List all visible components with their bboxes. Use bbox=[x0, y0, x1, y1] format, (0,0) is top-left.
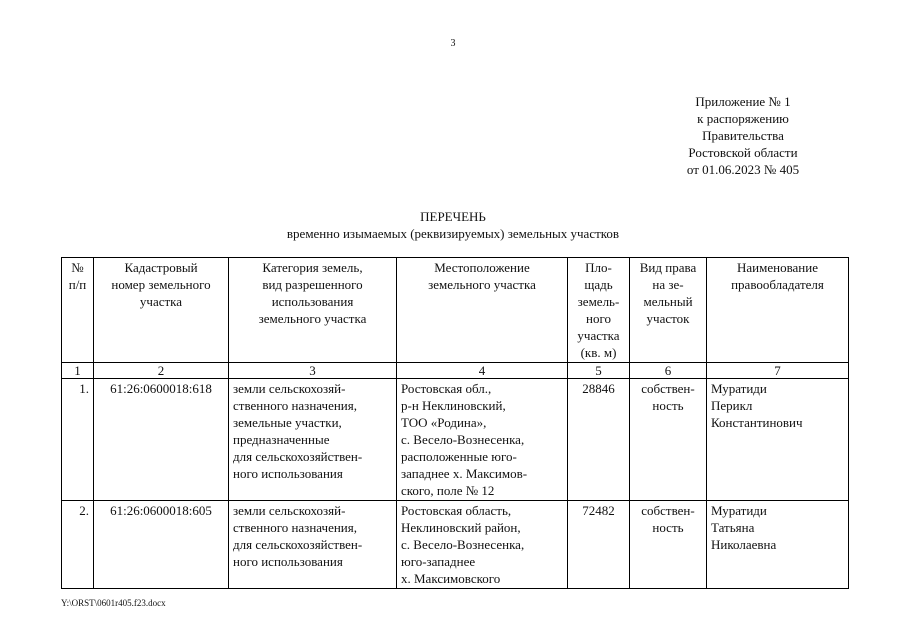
cell-line: ственного назначения, bbox=[233, 398, 357, 413]
cell-line: расположенные юго- bbox=[401, 449, 517, 464]
cell-area: 72482 bbox=[568, 501, 630, 589]
header-category bbox=[229, 258, 397, 363]
header-line: Категория земель, bbox=[262, 260, 363, 275]
column-number: 5 bbox=[568, 363, 630, 379]
header-location bbox=[397, 258, 568, 363]
header-line: № bbox=[71, 260, 84, 275]
header-line: Пло- bbox=[585, 260, 612, 275]
cell-holder bbox=[707, 379, 849, 501]
column-number: 7 bbox=[707, 363, 849, 379]
column-number: 6 bbox=[630, 363, 707, 379]
header-line: щадь bbox=[584, 277, 613, 292]
header-line: Вид права bbox=[639, 260, 697, 275]
table-row bbox=[62, 501, 849, 589]
cell-line: ность bbox=[652, 520, 684, 535]
header-line: на зе- bbox=[652, 277, 684, 292]
cell-number: 1. bbox=[62, 379, 94, 501]
cell-number: 2. bbox=[62, 501, 94, 589]
header-line: номер земельного bbox=[111, 277, 211, 292]
cell-line: ТОО «Родина», bbox=[401, 415, 487, 430]
cell-line: собствен- bbox=[641, 503, 695, 518]
header-cadastral bbox=[94, 258, 229, 363]
cell-line: Муратиди bbox=[711, 503, 767, 518]
cell-line: ного использования bbox=[233, 554, 343, 569]
cell-location bbox=[397, 501, 568, 589]
cell-land-category bbox=[229, 379, 397, 501]
column-numbers-row bbox=[62, 363, 849, 379]
column-number: 4 bbox=[397, 363, 568, 379]
cell-line: с. Весело-Вознесенка, bbox=[401, 537, 525, 552]
appendix-line: Правительства bbox=[702, 128, 784, 143]
cell-line: Татьяна bbox=[711, 520, 755, 535]
header-line: участка bbox=[577, 328, 620, 343]
cell-right-type bbox=[630, 501, 707, 589]
cell-line: х. Максимовского bbox=[401, 571, 501, 586]
header-line: мельный bbox=[643, 294, 693, 309]
cell-line: западнее х. Максимов- bbox=[401, 466, 528, 481]
cell-line: земельные участки, bbox=[233, 415, 342, 430]
column-number: 3 bbox=[229, 363, 397, 379]
cell-area: 28846 bbox=[568, 379, 630, 501]
document-title-subtitle: временно изымаемых (реквизируемых) земельных участков bbox=[286, 226, 620, 241]
header-line: участок bbox=[646, 311, 690, 326]
cell-line: с. Весело-Вознесенка, bbox=[401, 432, 525, 447]
column-number: 1 bbox=[62, 363, 94, 379]
page-number: 3 bbox=[450, 38, 456, 49]
appendix-line: Приложение № 1 bbox=[695, 94, 791, 109]
appendix-block bbox=[668, 93, 818, 178]
header-line: земельного участка bbox=[428, 277, 536, 292]
column-number: 2 bbox=[94, 363, 229, 379]
header-holder bbox=[707, 258, 849, 363]
header-line: (кв. м) bbox=[580, 345, 617, 360]
cell-line: р-н Неклиновский, bbox=[401, 398, 506, 413]
header-line: земельного участка bbox=[258, 311, 367, 326]
header-line: земель- bbox=[577, 294, 620, 309]
cell-line: ность bbox=[652, 398, 684, 413]
cell-line: для сельскохозяйствен- bbox=[233, 449, 363, 464]
cell-line: земли сельскохозяй- bbox=[233, 503, 346, 518]
cell-holder bbox=[707, 501, 849, 589]
header-line: использования bbox=[271, 294, 354, 309]
header-line: вид разрешенного bbox=[262, 277, 363, 292]
cell-line: ского, поле № 12 bbox=[401, 483, 495, 498]
table-header-row bbox=[62, 258, 849, 363]
cell-line: земли сельскохозяй- bbox=[233, 381, 346, 396]
cell-cadastral-number: 61:26:0600018:618 bbox=[94, 379, 229, 501]
header-line: Кадастровый bbox=[124, 260, 198, 275]
cell-line: ного использования bbox=[233, 466, 343, 481]
cell-right-type bbox=[630, 379, 707, 501]
cell-location bbox=[397, 379, 568, 501]
appendix-line: Ростовской области bbox=[688, 145, 798, 160]
cell-line: юго-западнее bbox=[401, 554, 476, 569]
cell-line: ственного назначения, bbox=[233, 520, 357, 535]
cell-line: Перикл bbox=[711, 398, 753, 413]
cell-line: для сельскохозяйствен- bbox=[233, 537, 363, 552]
table-row bbox=[62, 379, 849, 501]
cell-cadastral-number: 61:26:0600018:605 bbox=[94, 501, 229, 589]
appendix-line: к распоряжению bbox=[697, 111, 789, 126]
document-title-main: ПЕРЕЧЕНЬ bbox=[420, 209, 486, 224]
header-line: ного bbox=[586, 311, 611, 326]
header-number bbox=[62, 258, 94, 363]
header-area bbox=[568, 258, 630, 363]
cell-line: Неклиновский район, bbox=[401, 520, 521, 535]
cell-line: Ростовская область, bbox=[401, 503, 512, 518]
cell-land-category bbox=[229, 501, 397, 589]
header-right bbox=[630, 258, 707, 363]
header-line: участка bbox=[139, 294, 183, 309]
cell-line: предназначенные bbox=[233, 432, 330, 447]
cell-line: Николаевна bbox=[711, 537, 777, 552]
cell-line: Муратиди bbox=[711, 381, 767, 396]
header-line: Наименование bbox=[737, 260, 818, 275]
footer-file-path: Y:\ORST\0601r405.f23.docx bbox=[61, 598, 166, 608]
cell-line: собствен- bbox=[641, 381, 695, 396]
header-line: правообладателя bbox=[731, 277, 824, 292]
document-title bbox=[0, 208, 906, 242]
appendix-line: от 01.06.2023 № 405 bbox=[686, 162, 800, 177]
cell-line: Ростовская обл., bbox=[401, 381, 492, 396]
header-line: Местоположение bbox=[434, 260, 530, 275]
land-parcels-table bbox=[61, 257, 849, 589]
cell-line: Константинович bbox=[711, 415, 803, 430]
header-line: п/п bbox=[68, 277, 87, 292]
